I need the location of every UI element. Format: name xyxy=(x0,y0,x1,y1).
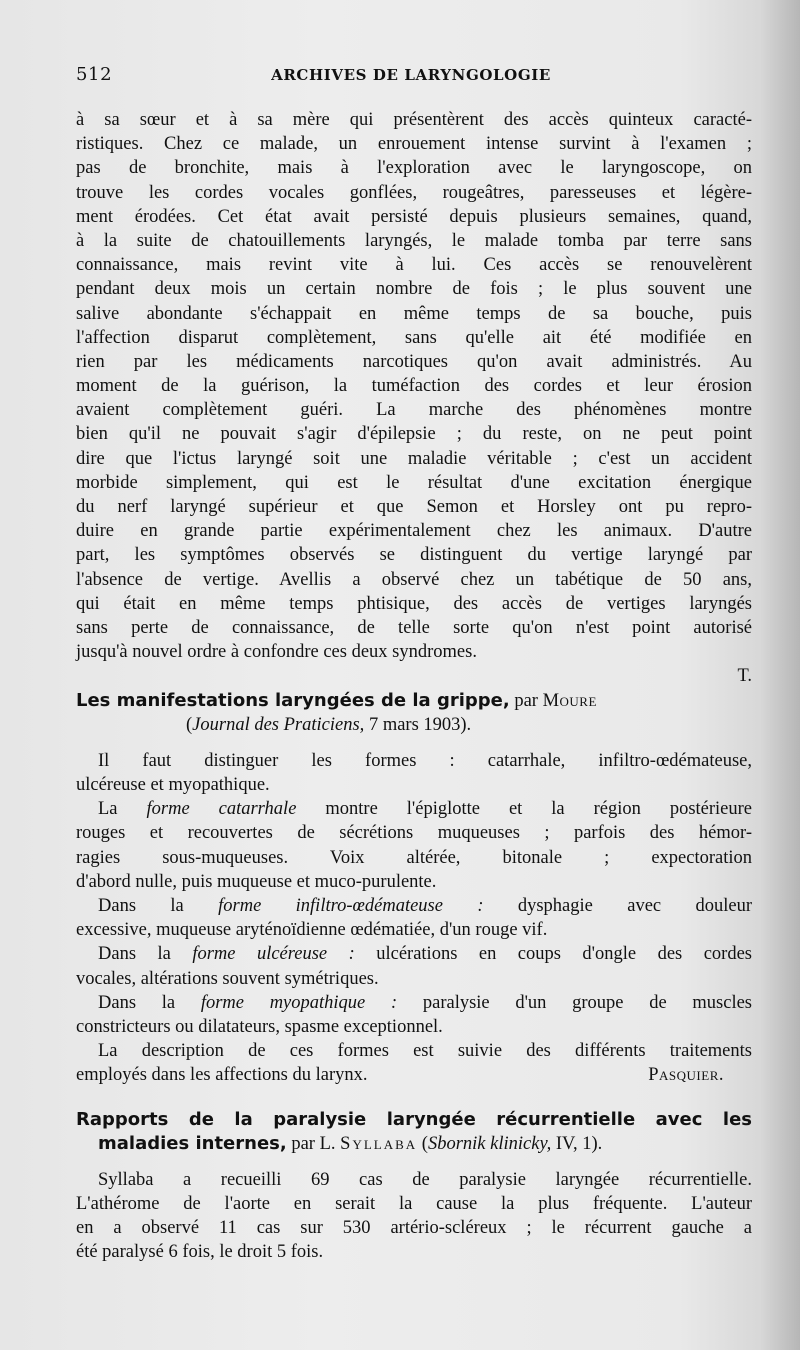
text-line: Syllaba a recueilli 69 cas de paralysie laryngée récurrentielle. xyxy=(98,1169,752,1190)
text-line: duire en grande partie expérimentalement chez les animaux. D'autre xyxy=(76,521,752,542)
text-line: avaient complètement guéri. La marche des phénomènes montre xyxy=(76,400,752,421)
article-by: par xyxy=(514,690,538,711)
text-line: à la suite de chatouillements laryngés, le malade tomba par terre sans xyxy=(76,230,752,251)
text-line: ragies sous-muqueuses. Voix altérée, bitonale ; expectoration xyxy=(76,847,752,868)
paragraph-intro xyxy=(76,749,752,797)
paragraph-ulcereuse-first xyxy=(76,942,752,966)
text-run: paralysie d'un groupe de muscles xyxy=(422,992,753,1013)
text-line: à sa sœur et à sa mère qui présentèrent des accès quinteux caracté- xyxy=(76,110,752,130)
spacer xyxy=(76,737,752,749)
paragraph-infiltro-first xyxy=(76,894,752,918)
text-line: part, les symptômes observés se distinguent du vertige laryngé par xyxy=(76,545,752,566)
article-title-line xyxy=(76,689,752,713)
source-journal: Sbornik klinicky, xyxy=(427,1133,552,1154)
text-run: montre l'épiglotte et la région postérieure xyxy=(325,799,753,820)
text-line: l'absence de vertige. Avellis a observé chez un tabétique de 50 ans, xyxy=(76,569,752,590)
page-header xyxy=(76,64,746,88)
paragraph-ulcereuse xyxy=(76,967,752,991)
text-line: pendant deux mois un certain nombre de fois ; le plus souvent une xyxy=(76,279,752,300)
text-run: Dans la xyxy=(98,992,176,1013)
source-journal: Journal des Praticiens, xyxy=(192,714,365,735)
text-line: d'abord nulle, puis muqueuse et muco-purulente. xyxy=(76,871,437,892)
page-edge-shadow xyxy=(760,0,800,1350)
text-run: La xyxy=(98,799,118,820)
text-line: constricteurs ou dilatateurs, spasme exceptionnel. xyxy=(76,1016,443,1037)
signature-t: T. xyxy=(737,666,752,687)
paragraph-catarrhale xyxy=(76,821,752,894)
text-line: excessive, muqueuse aryténoïdienne œdématiée, d'un rouge vif. xyxy=(76,920,548,941)
text-line: du nerf laryngé supérieur et que Semon et Horsley ont pu repro- xyxy=(76,497,752,517)
text-run: Dans la xyxy=(98,896,184,916)
paragraph-catarrhale-first xyxy=(76,797,752,821)
text-run: Dans la xyxy=(98,944,171,965)
text-line: salive abondante s'échappait en même temps de sa bouche, puis xyxy=(76,303,752,324)
section-continuation xyxy=(76,108,752,664)
source-date: 7 mars 1903). xyxy=(368,714,472,735)
text-line: qui était en même temps phtisique, des accès de vertiges laryngés xyxy=(76,593,752,614)
paragraph-myopathique xyxy=(76,1015,752,1039)
text-run: dysphagie avec douleur xyxy=(517,896,753,916)
paragraph-syllaba xyxy=(76,1168,752,1265)
text-line: sans perte de connaissance, de telle sorte qu'on n'est point autorisé xyxy=(76,617,752,638)
text-line: L'athérome de l'aorte en serait la cause la plus fréquente. L'auteur xyxy=(76,1194,752,1215)
body-text xyxy=(76,108,752,1265)
term-ulcereuse: forme ulcéreuse : xyxy=(192,944,355,965)
article-author: Syllaba xyxy=(340,1133,418,1154)
text-line: connaissance, mais revint vite à lui. Ces accès se renouvelèrent xyxy=(76,255,752,276)
text-line: trouve les cordes vocales gonflées, rougeâtres, paresseuses et légère- xyxy=(76,182,752,203)
spacer xyxy=(76,1088,752,1108)
article-manifestations xyxy=(76,689,752,1088)
text-line: bien qu'il ne pouvait s'agir d'épilepsie ; du reste, on ne peut point xyxy=(76,424,752,445)
article-source: (Journal des Praticiens, 7 mars 1903). xyxy=(186,714,472,735)
term-infiltro: forme infiltro-œdémateuse : xyxy=(218,896,484,916)
signature-pasquier: Pasquier. xyxy=(648,1065,724,1086)
text-line: jusqu'à nouvel ordre à confondre ces deux syndromes. xyxy=(76,642,477,663)
text-line: rien par les médicaments narcotiques qu'on avait administrés. Au xyxy=(76,351,752,372)
paragraph-infiltro xyxy=(76,918,752,942)
running-head: ARCHIVES DE LARYNGOLOGIE xyxy=(271,66,551,84)
term-myopathique: forme myopathique : xyxy=(200,992,398,1013)
text-run: ulcérations en coups d'ongle des cordes xyxy=(376,944,752,965)
paragraph-description: La description de ces formes est suivie des différents traitements xyxy=(98,1041,752,1062)
text-line: vocales, altérations souvent symétriques. xyxy=(76,968,379,989)
text-run: employés dans les affections du larynx. xyxy=(76,1065,368,1086)
text-line: rouges et recouvertes de sécrétions muqueuses ; parfois des hémor- xyxy=(76,823,752,844)
text-line: été paralysé 6 fois, le droit 5 fois. xyxy=(76,1242,324,1263)
article-title-line1 xyxy=(76,1108,752,1132)
text-line: ristiques. Chez ce malade, un enrouement intense survint à l'examen ; xyxy=(76,134,752,155)
text-line: moment de la guérison, la tuméfaction des cordes et leur érosion xyxy=(76,376,752,397)
text-line: ulcéreuse et myopathique. xyxy=(76,775,270,796)
article-title-cont: maladies internes, xyxy=(98,1132,287,1154)
text-line: en a observé 11 cas sur 530 artério-scléreux ; le récurrent gauche a xyxy=(76,1218,752,1239)
article-author: Moure xyxy=(542,690,597,711)
article-title: Rapports de la paralysie laryngée récurrentielle avec les xyxy=(76,1108,752,1130)
article-title: Les manifestations laryngées de la grippe, xyxy=(76,689,510,711)
term-catarrhale: forme catarrhale xyxy=(146,799,297,820)
article-rapports xyxy=(76,1108,752,1265)
text-line: pas de bronchite, mais à l'exploration avec le laryngoscope, on xyxy=(76,158,752,179)
text-line: dire que l'ictus laryngé soit une maladie véritable ; c'est un accident xyxy=(76,448,752,469)
text-line: morbide simplement, qui est le résultat d'une excitation énergique xyxy=(76,472,752,493)
spacer xyxy=(76,1156,752,1168)
article-by: par L. xyxy=(291,1133,336,1154)
paragraph-myopathique-first xyxy=(76,991,752,1015)
text-line: ment érodées. Cet état avait persisté depuis plusieurs semaines, quand, xyxy=(76,206,752,227)
paragraph-description-last xyxy=(76,1063,752,1087)
page-number: 512 xyxy=(76,64,113,85)
article-title-line2: maladies internes, par L. Syllaba (Sbornik klinicky, IV, 1). xyxy=(98,1132,603,1154)
text-line: l'affection disparut complètement, sans qu'elle ait été modifiée en xyxy=(76,327,752,348)
source-vol: IV, 1). xyxy=(555,1133,603,1154)
text-line: Il faut distinguer les formes : catarrhale, infiltro-œdémateuse, xyxy=(98,750,752,771)
